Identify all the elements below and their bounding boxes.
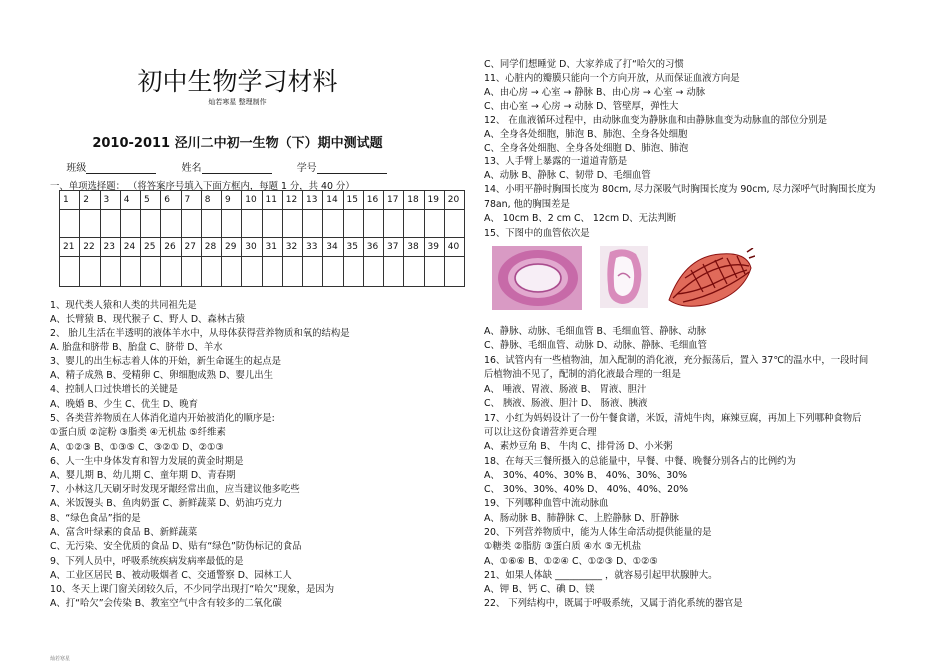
answer-grid-cell: 35 xyxy=(343,238,363,257)
question-line: 5、各类营养物质在人体消化道内开始被消化的顺序是: xyxy=(50,413,275,424)
question-line: A、钾 B、钙 C、碘 D、镁 xyxy=(484,584,595,595)
subtitle: 灿若寒星 整理制作 xyxy=(208,98,267,106)
question-line: 13、人手臂上暴露的一道道青筋是 xyxy=(484,156,628,167)
answer-grid-cell xyxy=(262,257,282,287)
answer-grid-cell xyxy=(60,257,80,287)
question-line: A、打“哈欠”会传染 B、教室空气中含有较多的二氧化碳 xyxy=(50,598,282,609)
answer-grid-cell: 6 xyxy=(161,191,181,210)
answer-grid-cell: 38 xyxy=(404,238,424,257)
answer-grid-cell xyxy=(80,257,100,287)
answer-grid-cell xyxy=(80,210,100,238)
question-line: 9、下列人员中，呼吸系统疾病发病率最低的是 xyxy=(50,556,244,567)
question-line: 可以让这份食谱营养更合理 xyxy=(484,427,597,438)
question-line: 18、在每天三餐所摄入的总能量中，早餐、中餐、晚餐分别各占的比例约为 xyxy=(484,456,796,467)
answer-grid-cell xyxy=(60,210,80,238)
answer-grid-cell: 31 xyxy=(262,238,282,257)
question-line: A、富含叶绿素的食品 B、新鲜蔬菜 xyxy=(50,527,198,538)
question-line: 1、现代类人猿和人类的共同祖先是 xyxy=(50,300,197,311)
question-line: 16、试管内有一些植物油，加入配制的消化液，充分振荡后，置入 37℃的温水中，一段时间 xyxy=(484,355,869,366)
answer-grid-numbers-row xyxy=(60,238,465,257)
answer-grid-cell: 14 xyxy=(323,191,343,210)
question-line: ①蛋白质 ②淀粉 ③脂类 ④无机盐 ⑤纤维素 xyxy=(50,427,226,438)
question-line: 19、下列哪种血管中流动脉血 xyxy=(484,498,609,509)
answer-grid-cell: 39 xyxy=(424,238,444,257)
question-line: 22、 下列结构中，既属于呼吸系统，又属于消化系统的器官是 xyxy=(484,598,743,609)
question-line: 3、婴儿的出生标志着人体的开始，新生命诞生的起点是 xyxy=(50,356,281,367)
answer-grid-cell: 24 xyxy=(120,238,140,257)
answer-grid-cell: 16 xyxy=(363,191,383,210)
question-line: 14、小明平静时胸围长度为 80cm, 尽力深吸气时胸围长度为 90cm, 尽力深呼气时胸围长度为 xyxy=(484,184,876,195)
answer-grid-cell: 8 xyxy=(201,191,221,210)
question-line: C、无污染、安全优质的食品 D、贴有“绿色”防伪标记的食品 xyxy=(50,541,302,552)
question-line: 12、 在血液循环过程中，由动脉血变为静脉血和由静脉血变为动脉血的部位分别是 xyxy=(484,115,828,126)
answer-grid-cell xyxy=(404,257,424,287)
question-line: A、由心房 → 心室 → 静脉 B、由心房 → 心室 → 动脉 xyxy=(484,87,706,98)
artery-micrograph xyxy=(492,246,582,310)
vein-micrograph xyxy=(600,246,648,308)
question-line: 15、下图中的血管依次是 xyxy=(484,228,590,239)
number-label: 学号 xyxy=(296,163,317,174)
question-line: 21、如果人体缺 __________ ，就容易引起甲状腺肿大。 xyxy=(484,570,718,581)
answer-grid-cell: 4 xyxy=(120,191,140,210)
question-line: C、 30%、30%、40% D、 40%、40%、20% xyxy=(484,484,688,495)
question-line: C、同学们想睡觉 D、大家养成了打“哈欠的习惯 xyxy=(484,59,684,70)
answer-grid-cell: 19 xyxy=(424,191,444,210)
question-line: A、①②③ B、①③⑤ C、③②① D、②①③ xyxy=(50,442,224,453)
answer-grid-cell: 17 xyxy=(384,191,404,210)
answer-grid-cell: 30 xyxy=(242,238,262,257)
question-line: A、 唾液、胃液、肠液 B、 胃液、胆汁 xyxy=(484,384,647,395)
answer-grid-cell xyxy=(161,257,181,287)
answer-grid-cell xyxy=(201,257,221,287)
answer-grid-cell xyxy=(363,210,383,238)
answer-grid-numbers-row xyxy=(60,191,465,210)
answer-grid-cell: 34 xyxy=(323,238,343,257)
answer-grid-cell xyxy=(181,257,201,287)
question-line: A、①⑥⑥ B、①②④ C、①②③ D、①②⑤ xyxy=(484,556,658,567)
answer-grid-cell: 22 xyxy=(80,238,100,257)
question-line: A、肠动脉 B、肺静脉 C、上腔静脉 D、肝静脉 xyxy=(484,513,679,524)
answer-grid-cell xyxy=(181,210,201,238)
answer-grid-cell xyxy=(343,257,363,287)
answer-grid-cell: 1 xyxy=(60,191,80,210)
answer-grid-cell xyxy=(323,257,343,287)
question-line: C、静脉、毛细血管、动脉 D、动脉、静脉、毛细血管 xyxy=(484,340,707,351)
answer-grid-cell: 28 xyxy=(201,238,221,257)
question-line: C、由心室 → 心房 → 动脉 D、管壁厚，弹性大 xyxy=(484,101,679,112)
answer-grid-cell xyxy=(404,210,424,238)
question-line: A、婴儿期 B、幼儿期 C、童年期 D、青春期 xyxy=(50,470,236,481)
question-line: A、 30%、40%、30% B、 40%、30%、30% xyxy=(484,470,688,481)
question-line: A、米饭馒头 B、鱼肉奶蛋 C、新鲜蔬菜 D、奶油巧克力 xyxy=(50,498,283,509)
answer-grid-cell xyxy=(201,210,221,238)
question-line: C、 胰液、肠液、胆汁 D、 肠液、胰液 xyxy=(484,398,648,409)
question-line: C、全身各处细胞、全身各处细胞 D、肺泡、肺泡 xyxy=(484,143,689,154)
answer-grid-cell xyxy=(222,210,242,238)
answer-grid-cell: 11 xyxy=(262,191,282,210)
answer-grid-cell xyxy=(384,210,404,238)
number-blank xyxy=(317,163,387,174)
answer-grid-cell xyxy=(303,257,323,287)
question-line: 17、小红为妈妈设计了一份午餐食谱，米饭，清炖牛肉，麻辣豆腐，再加上下列哪种食物后 xyxy=(484,413,862,424)
answer-grid-cell xyxy=(141,257,161,287)
answer-grid-cell: 3 xyxy=(100,191,120,210)
question-line: 2、 胎儿生活在半透明的液体羊水中，从母体获得营养物质和氧的结构是 xyxy=(50,328,350,339)
answer-grid-cell xyxy=(444,210,464,238)
answer-grid-cell: 26 xyxy=(161,238,181,257)
question-line: A、动脉 B、静脉 C、韧带 D、毛细血管 xyxy=(484,170,651,181)
question-line: 后植物油不见了，配制的消化液最合理的一组是 xyxy=(484,369,681,380)
answer-grid-cell xyxy=(120,257,140,287)
question-line: A、全身各处细胞，肺泡 B、肺泡、全身各处细胞 xyxy=(484,129,688,140)
name-label: 姓名 xyxy=(181,163,202,174)
answer-grid-cell: 23 xyxy=(100,238,120,257)
answer-grid-cell: 20 xyxy=(444,191,464,210)
question-line: 7、小林这几天刷牙时发现牙龈经常出血，应当建议他多吃些 xyxy=(50,484,300,495)
question-line: 4、控制人口过快增长的关键是 xyxy=(50,384,178,395)
class-label: 班级 xyxy=(66,163,87,174)
answer-grid-cell: 2 xyxy=(80,191,100,210)
answer-grid-cell xyxy=(242,257,262,287)
answer-grid-cell: 33 xyxy=(303,238,323,257)
question-line: 10、冬天上课门窗关闭较久后，不少同学出现打“哈欠”现象，是因为 xyxy=(50,584,335,595)
name-blank xyxy=(202,163,272,174)
question-line: 78an, 他的胸围差是 xyxy=(484,199,570,210)
answer-grid-cell: 12 xyxy=(282,191,302,210)
answer-grid-cell: 29 xyxy=(222,238,242,257)
answer-grid-cell xyxy=(424,210,444,238)
answer-grid-cell: 37 xyxy=(384,238,404,257)
question-line: A. 胎盘和脐带 B、胎盘 C、脐带 D、羊水 xyxy=(50,342,223,353)
answer-grid-cell xyxy=(444,257,464,287)
question-line: 11、心脏内的瓣膜只能向一个方向开放，从而保证血液方向是 xyxy=(484,73,740,84)
question-line: ①糖类 ②脂肪 ③蛋白质 ④水 ⑤无机盐 xyxy=(484,541,642,552)
question-line: 20、下列营养物质中，能为人体生命活动提供能量的是 xyxy=(484,527,712,538)
class-blank xyxy=(86,163,156,174)
answer-grid-cell xyxy=(424,257,444,287)
footer-text: 灿若寒星 xyxy=(50,656,71,662)
student-info-fields xyxy=(0,159,475,174)
answer-grid-cell: 5 xyxy=(141,191,161,210)
answer-grid-cell xyxy=(323,210,343,238)
answer-grid-blank-row xyxy=(60,257,465,287)
answer-grid-cell: 9 xyxy=(222,191,242,210)
answer-grid-cell xyxy=(100,257,120,287)
answer-grid-blank-row xyxy=(60,210,465,238)
answer-grid-cell: 15 xyxy=(343,191,363,210)
answer-grid-cell xyxy=(363,257,383,287)
answer-grid-cell xyxy=(120,210,140,238)
answer-grid-cell xyxy=(222,257,242,287)
answer-grid-cell xyxy=(100,210,120,238)
question-line: 6、人一生中身体发育和智力发展的黄金时期是 xyxy=(50,456,244,467)
answer-grid-cell xyxy=(141,210,161,238)
question-line: A、晚婚 B、少生 C、优生 D、晚育 xyxy=(50,399,199,410)
answer-grid-cell: 10 xyxy=(242,191,262,210)
answer-grid-cell: 27 xyxy=(181,238,201,257)
answer-grid xyxy=(59,190,465,287)
answer-grid-cell: 36 xyxy=(363,238,383,257)
section-heading: 一、单项选择题： （将答案序号填入下面方框内，每题 1 分，共 40 分） xyxy=(50,181,355,192)
question-line: A、工业区居民 B、被动吸烟者 C、交通警察 D、园林工人 xyxy=(50,570,292,581)
answer-grid-cell xyxy=(303,210,323,238)
answer-grid-cell: 21 xyxy=(60,238,80,257)
answer-grid-cell: 7 xyxy=(181,191,201,210)
question-line: 8、“绿色食品”指的是 xyxy=(50,513,141,524)
exam-title: 2010-2011 泾川二中初一生物（下）期中测试题 xyxy=(92,136,383,151)
answer-grid-cell: 40 xyxy=(444,238,464,257)
question-line: A、 10cm B、2 cm C、 12cm D、无法判断 xyxy=(484,213,677,224)
answer-grid-cell xyxy=(343,210,363,238)
answer-grid-cell: 32 xyxy=(282,238,302,257)
answer-grid-cell: 13 xyxy=(303,191,323,210)
answer-grid-cell xyxy=(282,257,302,287)
capillary-network-image xyxy=(663,248,755,310)
answer-grid-cell xyxy=(384,257,404,287)
answer-grid-cell xyxy=(161,210,181,238)
question-line: A、素炒豆角 B、 牛肉 C、排骨汤 D、小米粥 xyxy=(484,441,673,452)
question-line: A、静脉、动脉、毛细血管 B、毛细血管、静脉、动脉 xyxy=(484,326,707,337)
question-line: A、长臂猿 B、现代猴子 C、野人 D、森林古猿 xyxy=(50,314,245,325)
page-title: 初中生物学习材料 xyxy=(137,67,338,96)
answer-grid-cell xyxy=(282,210,302,238)
answer-grid-cell: 18 xyxy=(404,191,424,210)
answer-grid-cell: 25 xyxy=(141,238,161,257)
answer-grid-cell xyxy=(262,210,282,238)
answer-grid-cell xyxy=(242,210,262,238)
question-line: A、精子成熟 B、受精卵 C、卵细胞成熟 D、婴儿出生 xyxy=(50,370,274,381)
